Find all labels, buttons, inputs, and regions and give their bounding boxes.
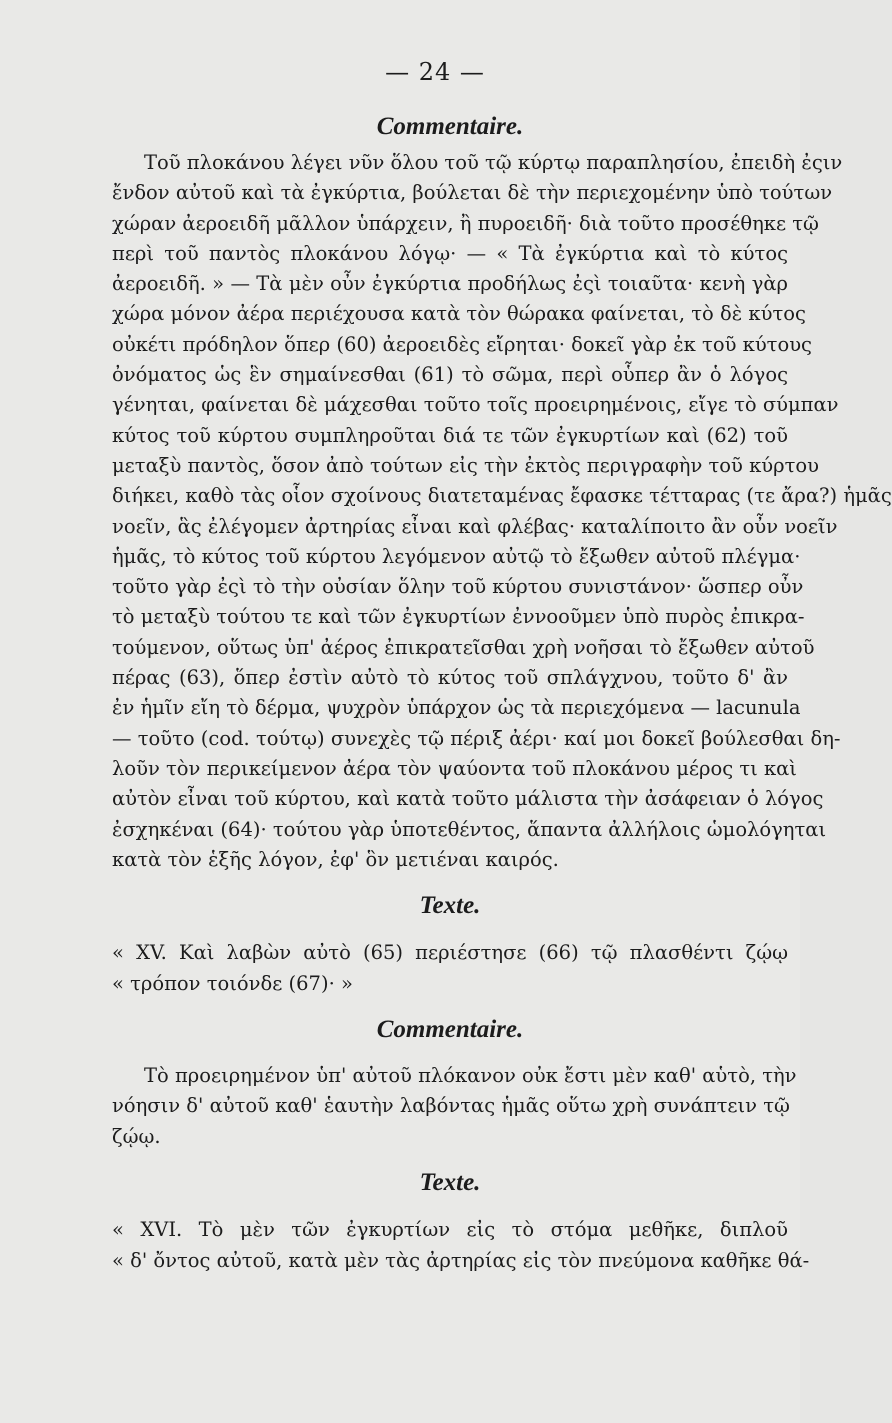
- text-line: ὀνόματος ὡς ἓν σημαίνεσθαι (61) τὸ σῶμα, περὶ οὗπερ ἂν ὁ λόγος: [112, 363, 788, 387]
- text-line: ἐσχηκέναι (64)· τούτου γὰρ ὑποτεθέντος, ἅπαντα ἀλλήλοις ὡμολόγηται: [112, 817, 827, 841]
- section-heading-commentaire-1: Commentaire.: [376, 113, 524, 140]
- text-verse-xv: [112, 937, 788, 999]
- text-line: αὐτὸν εἶναι τοῦ κύρτου, καὶ κατὰ τοῦτο μάλιστα τὴν ἀσάφειαν ὁ λόγος: [112, 787, 824, 811]
- verse-line: « XV. Καὶ λαβὼν αὐτὸ (65) περιέστησε (66) τῷ πλασθέντι ζῴῳ: [112, 941, 788, 965]
- section-heading-texte-1: Texte.: [419, 892, 481, 920]
- section-heading-commentaire-2: Commentaire.: [376, 1016, 524, 1044]
- verse-line: « δ' ὄντος αὐτοῦ, κατὰ μὲν τὰς ἀρτηρίας εἰς τὸν πνεύμονα καθῆκε θά-: [112, 1249, 810, 1273]
- text-line: διήκει, καθὸ τὰς οἷον σχοίνους διατεταμένας ἔφασκε τέτταρας (τε ἄρα?) ἡμᾶς: [112, 484, 892, 508]
- verse-line: « τρόπον τοιόνδε (67)· »: [112, 972, 353, 996]
- text-line: κατὰ τὸν ἑξῆς λόγον, ἐφ' ὃν μετιέναι καιρός.: [112, 847, 559, 871]
- text-line: — τοῦτο (cod. τούτῳ) συνεχὲς τῷ πέριξ ἀέρι· καί μοι δοκεῖ βούλεσθαι δη-: [112, 726, 841, 750]
- text-line: ἡμᾶς, τὸ κύτος τοῦ κύρτου λεγόμενον αὐτῷ τὸ ἔξωθεν αὐτοῦ πλέγμα·: [112, 544, 801, 568]
- verse-line: « XVI. Τὸ μὲν τῶν ἐγκυρτίων εἰς τὸ στόμα μεθῆκε, διπλοῦ: [112, 1218, 788, 1242]
- text-line: ἀεροειδῆ. » — Τὰ μὲν οὖν ἐγκύρτια προδήλως ἐςὶ τοιαῦτα· κενὴ γὰρ: [112, 272, 788, 296]
- commentary-paragraph-1: [112, 148, 892, 875]
- text-line: πέρας (63), ὅπερ ἐστὶν αὐτὸ τὸ κύτος τοῦ σπλάγχνου, τοῦτο δ' ἂν: [112, 666, 788, 690]
- text-line: νοεῖν, ἃς ἐλέγομεν ἀρτηρίας εἶναι καὶ φλέβας· καταλίποιτο ἂν οὖν νοεῖν: [112, 514, 838, 538]
- text-line: τὸ μεταξὺ τούτου τε καὶ τῶν ἐγκυρτίων ἐννοοῦμεν ὑπὸ πυρὸς ἐπικρα-: [112, 605, 805, 629]
- text-line: τοῦτο γὰρ ἐςὶ τὸ τὴν οὐσίαν ὅλην τοῦ κύρτου συνιστάνον· ὥσπερ οὖν: [112, 575, 804, 599]
- text-line: ἔνδον αὐτοῦ καὶ τὰ ἐγκύρτια, βούλεται δὲ τὴν περιεχομένην ὑπὸ τούτων: [112, 181, 833, 205]
- text-line: ἐν ἡμῖν εἴη τὸ δέρμα, ψυχρὸν ὑπάρχον ὡς τὰ περιεχόμενα — lacunula: [112, 696, 801, 720]
- commentary-paragraph-2: [112, 1061, 797, 1152]
- page-body: [112, 112, 892, 1276]
- text-line: τούμενον, οὕτως ὑπ' ἀέρος ἐπικρατεῖσθαι χρὴ νοῆσαι τὸ ἔξωθεν αὐτοῦ: [112, 635, 815, 659]
- section-heading-texte-2: Texte.: [419, 1169, 481, 1197]
- text-line: οὐκέτι πρόδηλον ὅπερ (60) ἀεροειδὲς εἴρηται· δοκεῖ γὰρ ἐκ τοῦ κύτους: [112, 332, 812, 356]
- text-verse-xvi: [112, 1214, 810, 1276]
- text-line: κύτος τοῦ κύρτου συμπληροῦται διά τε τῶν ἐγκυρτίων καὶ (62) τοῦ: [112, 423, 788, 447]
- text-line: Τὸ προειρημένον ὑπ' αὐτοῦ πλόκανον οὐκ ἔστι μὲν καθ' αὑτὸ, τὴν: [144, 1064, 797, 1088]
- text-line: γένηται, φαίνεται δὲ μάχεσθαι τοῦτο τοῖς προειρημένοις, εἴγε τὸ σύμπαν: [112, 393, 839, 417]
- text-line: χώραν ἀεροειδῆ μᾶλλον ὑπάρχειν, ἢ πυροειδῆ· διὰ τοῦτο προσέθηκε τῷ: [112, 211, 819, 235]
- text-line: Τοῦ πλοκάνου λέγει νῦν ὅλου τοῦ τῷ κύρτῳ παραπλησίου, ἐπειδὴ ἐςιν: [144, 151, 843, 174]
- text-line: λοῦν τὸν περικείμενον ἀέρα τὸν ψαύοντα τοῦ πλοκάνου μέρος τι καὶ: [112, 756, 797, 780]
- page-number: — 24 —: [385, 58, 485, 86]
- text-line: νόησιν δ' αὐτοῦ καθ' ἑαυτὴν λαβόντας ἡμᾶς οὕτω χρὴ συνάπτειν τῷ: [112, 1094, 790, 1118]
- text-line: χώρα μόνον ἀέρα περιέχουσα κατὰ τὸν θώρακα φαίνεται, τὸ δὲ κύτος: [112, 302, 806, 326]
- text-line: μεταξὺ παντὸς, ὅσον ἀπὸ τούτων εἰς τὴν ἐκτὸς περιγραφὴν τοῦ κύρτου: [112, 453, 819, 477]
- text-line: περὶ τοῦ παντὸς πλοκάνου λόγῳ· — « Τὰ ἐγκύρτια καὶ τὸ κύτος: [112, 241, 788, 265]
- text-line: ζῴῳ.: [112, 1124, 161, 1148]
